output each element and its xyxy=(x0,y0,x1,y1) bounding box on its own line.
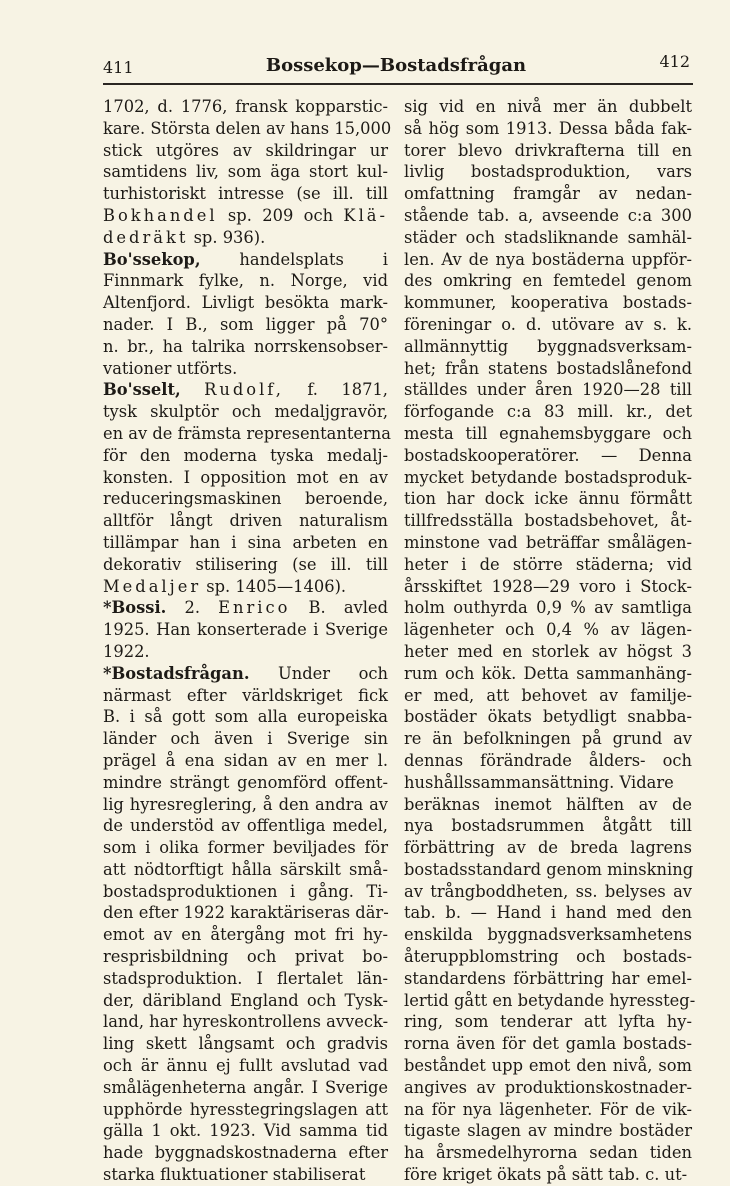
text-line: omfattning framgår av nedan- xyxy=(404,184,692,204)
text-line: *Bostadsfrågan. Under och xyxy=(103,663,388,683)
text-line: förfogande c:a 83 mill. kr., det xyxy=(404,402,692,422)
text-line: turhistoriskt intresse (se ill. till xyxy=(103,184,388,204)
text-line: reduceringsmaskinen beroende, xyxy=(103,489,388,509)
text-line: n. br., ha talrika norrskensobser- xyxy=(103,336,388,356)
text-line: mesta till egnahemsbyggare och xyxy=(404,423,692,443)
text-line: konsten. I opposition mot en av xyxy=(103,467,388,487)
text-line: Finnmark fylke, n. Norge, vid xyxy=(103,271,388,291)
text-line: Bokhandel sp. 209 och Klä- xyxy=(103,205,388,225)
text-line: na för nya lägenheter. För de vik- xyxy=(404,1099,692,1119)
text-line: bostadskooperatörer. — Denna xyxy=(404,445,692,465)
text-line: allmännyttig byggnadsverksam- xyxy=(404,336,692,356)
text-line: stående tab. a, avseende c:a 300 xyxy=(404,205,692,225)
text-line: stadsproduktion. I flertalet län- xyxy=(103,968,388,988)
text-line: och är ännu ej fullt avslutad vad xyxy=(103,1056,388,1076)
text-line: minstone vad beträffar smålägen- xyxy=(404,532,692,552)
text-line: kare. Största delen av hans 15,000 xyxy=(103,118,392,138)
text-line: samtidens liv, som äga stort kul- xyxy=(103,162,388,182)
text-line: årsskiftet 1928—29 voro i Stock- xyxy=(404,576,692,596)
text-line: gälla 1 okt. 1923. Vid samma tid xyxy=(103,1121,388,1141)
text-line: lig hyresreglering, å den andra av xyxy=(103,794,388,814)
text-line: en av de främsta representanterna xyxy=(103,423,391,443)
text-line: städer och stadsliknande samhäl- xyxy=(404,227,692,247)
text-line: upphörde hyresstegringslagen att xyxy=(103,1099,388,1119)
text-line: tillfredsställa bostadsbehovet, åt- xyxy=(404,511,692,531)
text-line: hushållssammansättning. Vidare xyxy=(404,772,674,792)
text-line: B. i så gott som alla europeiska xyxy=(103,707,388,727)
page-header xyxy=(100,52,692,82)
text-line: nader. I B., som ligger på 70° xyxy=(103,314,388,334)
header-rule xyxy=(103,83,693,85)
text-line: land, har hyreskontrollens avveck- xyxy=(103,1012,389,1032)
text-line: dedräkt sp. 936). xyxy=(103,227,266,247)
text-line: föreningar o. d. utövare av s. k. xyxy=(404,314,692,334)
text-line: ring, som tenderar att lyfta hy- xyxy=(404,1012,692,1032)
text-line: Altenfjord. Livligt besökta mark- xyxy=(103,293,388,313)
text-line: bostadsstandard genom minskning xyxy=(404,859,694,879)
text-line: er med, att behovet av familje- xyxy=(404,685,692,705)
text-line: mindre strängt genomförd offent- xyxy=(103,772,388,792)
text-line: tigaste slagen av mindre bostäder xyxy=(404,1121,692,1141)
text-line: närmast efter världskriget fick xyxy=(103,685,388,705)
text-line: tillämpar han i sina arbeten en xyxy=(103,532,388,552)
text-line: lägenheter och 0,4 % av lägen- xyxy=(404,620,692,640)
text-line: vationer utförts. xyxy=(103,358,238,378)
text-line: Bo'sselt, Rudolf, f. 1871, xyxy=(103,380,388,400)
text-line: alltför långt driven naturalism xyxy=(103,511,388,531)
text-line: 1702, d. 1776, fransk kopparstic- xyxy=(103,97,388,116)
page-number-left: 411 xyxy=(103,58,134,77)
right-column xyxy=(404,96,696,1186)
text-line: heter med en storlek av högst 3 xyxy=(404,641,692,661)
text-line: livlig bostadsproduktion, vars xyxy=(404,162,692,182)
text-line: stick utgöres av skildringar ur xyxy=(103,140,388,160)
text-line: 1922. xyxy=(103,641,150,661)
text-line: tab. b. — Hand i hand med den xyxy=(404,903,692,923)
text-line: återuppblomstring och bostads- xyxy=(404,947,692,967)
text-line: prägel å ena sidan av en mer l. xyxy=(103,750,388,770)
text-line: rum och kök. Detta sammanhäng- xyxy=(404,663,692,683)
text-line: starka fluktuationer stabiliserat xyxy=(103,1165,366,1185)
text-line: re än befolkningen på grund av xyxy=(404,729,692,749)
text-line: Bo'ssekop, handelsplats i xyxy=(103,249,388,269)
text-line: hade byggnadskostnaderna efter xyxy=(103,1143,388,1163)
text-line: länder och även i Sverige sin xyxy=(103,729,388,749)
text-line: av trångboddheten, ss. belyses av xyxy=(404,881,692,901)
text-line: som i olika former beviljades för xyxy=(103,838,388,858)
text-line: lertid gått en betydande hyressteg- xyxy=(404,990,696,1010)
text-line: tion har dock icke ännu förmått xyxy=(404,489,692,509)
text-line: de understöd av offentliga medel, xyxy=(103,816,388,836)
text-line: bostadsproduktionen i gång. Ti- xyxy=(103,881,388,901)
text-line: *Bossi. 2. Enrico B. avled xyxy=(103,598,388,618)
text-line: före kriget ökats på sätt tab. c. ut- xyxy=(404,1165,688,1185)
text-line: förbättring av de breda lagrens xyxy=(404,838,692,858)
text-line: så hög som 1913. Dessa båda fak- xyxy=(404,118,692,138)
running-title: Bossekop—Bostadsfrågan xyxy=(265,55,527,76)
text-line: för den moderna tyska medalj- xyxy=(103,445,388,465)
text-line: rorna även för det gamla bostads- xyxy=(404,1034,692,1054)
text-line: het; från statens bostadslånefond xyxy=(404,358,692,378)
text-line: standardens förbättring har emel- xyxy=(404,968,692,988)
left-column xyxy=(103,96,392,1186)
text-line: tysk skulptör och medaljgravör, xyxy=(103,402,388,422)
text-line: bostäder ökats betydligt snabba- xyxy=(404,707,692,727)
text-line: ha årsmedelhyrorna sedan tiden xyxy=(404,1143,692,1163)
text-line: Medaljer sp. 1405—1406). xyxy=(103,576,347,596)
page-number-right: 412 xyxy=(659,52,690,71)
text-line: ling skett långsamt och gradvis xyxy=(103,1034,388,1054)
text-line: emot av en återgång mot fri hy- xyxy=(103,925,388,945)
text-line: 1925. Han konserterade i Sverige xyxy=(103,620,388,640)
text-line: ställdes under åren 1920—28 till xyxy=(404,380,692,400)
text-line: holm outhyrda 0,9 % av samtliga xyxy=(404,598,692,618)
text-line: den efter 1922 karaktäriseras där- xyxy=(103,903,389,923)
text-line: angives av produktionskostnader- xyxy=(404,1077,692,1097)
text-line: dekorativ stilisering (se ill. till xyxy=(103,554,388,574)
text-line: resprisbildning och privat bo- xyxy=(103,947,388,967)
text-line: der, däribland England och Tysk- xyxy=(103,990,388,1010)
text-line: enskilda byggnadsverksamhetens xyxy=(404,925,692,945)
text-line: torer blevo drivkrafterna till en xyxy=(404,140,692,160)
text-line: kommuner, kooperativa bostads- xyxy=(404,293,692,313)
text-line: mycket betydande bostadsproduk- xyxy=(404,467,692,487)
text-line: des omkring en femtedel genom xyxy=(404,271,692,291)
text-line: sig vid en nivå mer än dubbelt xyxy=(404,97,692,116)
text-line: beståndet upp emot den nivå, som xyxy=(404,1056,692,1076)
text-line: att nödtorftigt hålla särskilt små- xyxy=(103,859,388,879)
text-line: smålägenheterna angår. I Sverige xyxy=(103,1077,388,1097)
text-line: dennas förändrade ålders- och xyxy=(404,750,692,770)
text-line: beräknas inemot hälften av de xyxy=(404,794,692,814)
text-line: heter i de större städerna; vid xyxy=(404,554,692,574)
text-line: nya bostadsrummen åtgått till xyxy=(404,816,692,836)
text-line: len. Av de nya bostäderna uppför- xyxy=(404,249,692,269)
